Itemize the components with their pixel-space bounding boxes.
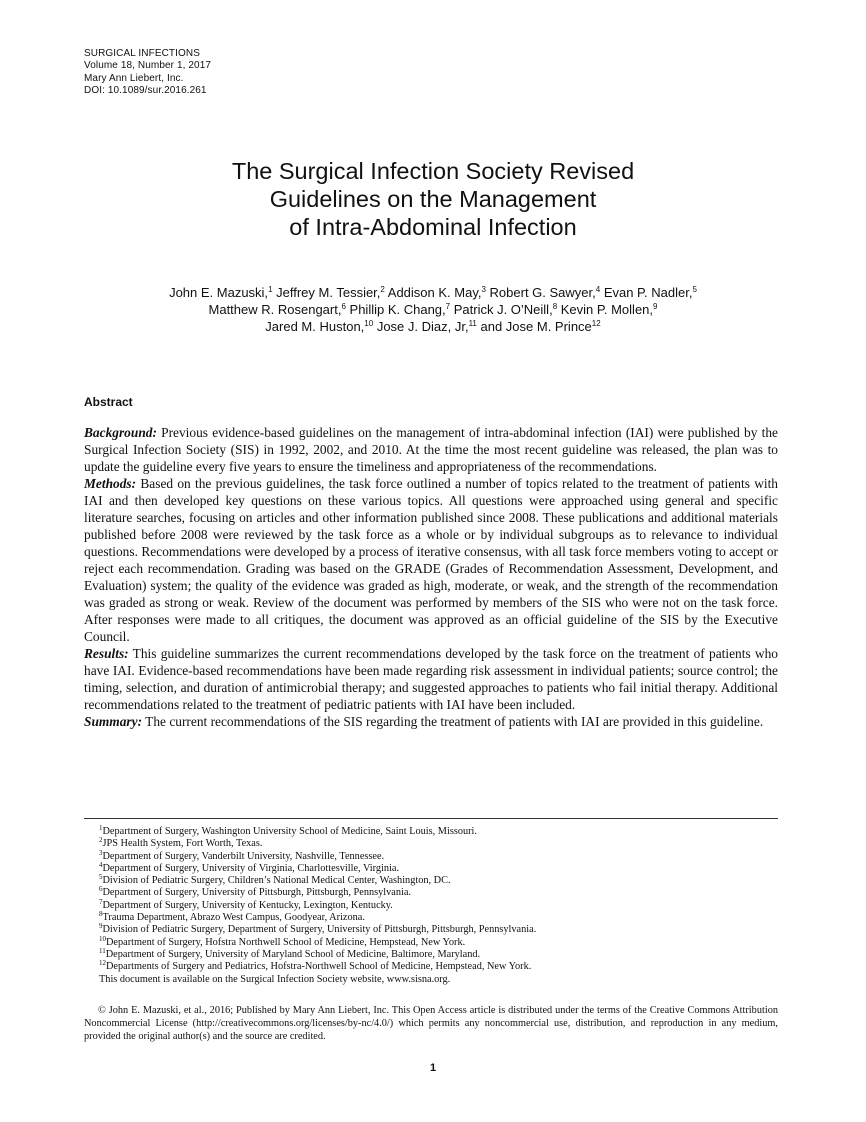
author-line-3: [0, 318, 866, 335]
author-name: Matthew R. Rosengart,: [208, 302, 342, 317]
affiliation-item: $^3$Department of Surgery, Vanderbilt University, Nashville, Tennessee.: [99, 848, 385, 862]
footnote-divider: [84, 818, 778, 819]
title-line-2: Guidelines on the Management: [269, 186, 597, 212]
affiliation-item: $^{11}$Department of Surgery, University of Maryland School of Medicine, Baltimore, Maryland.: [99, 946, 481, 960]
results-label: Results:: [84, 646, 129, 661]
affiliation-item: $^6$Department of Surgery, University of Pittsburgh, Pittsburgh, Pennsylvania.: [99, 885, 412, 899]
license-text: © John E. Mazuski, et al., 2016; Published by Mary Ann Liebert, Inc. This Open Access article is distributed under the terms of the Creative Commons Attribution Noncommercial License (http://creativecommons.org/licenses/by-nc/4.0/) which permits any noncommercial use, distribution, and reproduction in any medium, provided the original author(s) and the source are credited.: [84, 1005, 778, 1042]
affiliation-item: $^{10}$Department of Surgery, Hofstra Northwell School of Medicine, Hempstead, New York.: [99, 934, 466, 948]
affiliation-ref: 11: [468, 319, 477, 328]
article-title: [0, 157, 866, 241]
abstract-summary: [84, 713, 778, 730]
availability-note: This document is available on the Surgical Infection Society website, www.sisna.org.: [99, 973, 451, 985]
summary-text: The current recommendations of the SIS regarding the treatment of patients with IAI are provided in this guideline.: [142, 714, 764, 729]
abstract-background: [84, 424, 778, 475]
affiliations-list: [99, 826, 536, 986]
page-number: 1: [429, 1062, 437, 1074]
affiliation-item: $^5$Division of Pediatric Surgery, Children’s National Medical Center, Washington, DC.: [99, 873, 451, 887]
affiliation-ref: 9: [653, 302, 658, 311]
abstract-body: [84, 424, 778, 730]
author-line-1: [0, 284, 866, 301]
license-statement: [84, 1004, 778, 1043]
title-line-3: of Intra-Abdominal Infection: [289, 214, 577, 240]
author-name: Evan P. Nadler,: [600, 285, 693, 300]
author-name: Jose J. Diaz, Jr,: [373, 319, 469, 334]
affiliation-ref: 12: [591, 319, 601, 328]
author-name: Robert G. Sawyer,: [485, 285, 596, 300]
journal-doi: DOI: 10.1089/sur.2016.261: [84, 85, 207, 97]
affiliation-item: $^8$Trauma Department, Abrazo West Campus, Goodyear, Arizona.: [99, 910, 365, 924]
affiliation-item: $^9$Division of Pediatric Surgery, Department of Surgery, University of Pittsburgh, Pittsburgh, Pennsylvania.: [99, 922, 537, 936]
abstract-methods: [84, 475, 778, 645]
methods-text: Based on the previous guidelines, the task force outlined a number of topics related to the treatment of patients with IAI and then developed key questions on these various topics. All questions were approached using general and specific literature searches, focusing on articles and other information published since 2008. These publications and additional materials published before 2008 were reviewed by the task force as a whole or by individual subgroups as to relevance to individual questions. Recommendations were developed by a process of iterative consensus, with all task force members voting to accept or reject each recommendation. Grading was based on the GRADE (Grades of Recommendation Assessment, Development, and Evaluation) system; the quality of the evidence was graded as high, moderate, or weak, and the strength of the recommendation was graded as strong or weak. Review of the document was performed by members of the SIS who were not on the task force. After responses were made to all critiques, the document was approved as an official guideline of the SIS by the Executive Council.: [84, 476, 778, 644]
author-name: Phillip K. Chang,: [345, 302, 446, 317]
affiliation-item: $^2$JPS Health System, Fort Worth, Texas.: [99, 836, 263, 850]
journal-header: [84, 48, 211, 98]
abstract-results: [84, 645, 778, 713]
background-text: Previous evidence-based guidelines on the management of intra-abdominal infection (IAI) were published by the Surgical Infection Society (SIS) in 1992, 2002, and 2010. At the time the most recent guideline was released, the plan was to update the guideline every five years to ensure the timeliness and appropriateness of the recommendations.: [84, 425, 778, 474]
methods-label: Methods:: [84, 476, 137, 491]
author-name: Addison K. May,: [384, 285, 482, 300]
affiliation-item: $^1$Department of Surgery, Washington University School of Medicine, Saint Louis, Missouri.: [99, 824, 477, 837]
affiliation-ref: 7: [445, 302, 451, 311]
author-name: John E. Mazuski,: [169, 285, 269, 300]
affiliation-item: $^7$Department of Surgery, University of Kentucky, Lexington, Kentucky.: [99, 897, 393, 911]
author-name: Jeffrey M. Tessier,: [272, 285, 381, 300]
author-name: Patrick J. O’Neill,: [450, 302, 553, 317]
results-text: This guideline summarizes the current recommendations developed by the task force on the treatment of patients who have IAI. Evidence-based recommendations have been made regarding risk assessment in individual patients; source control; the timing, selection, and duration of antimicrobial therapy; and suggested approaches to patients who fail initial therapy. Additional recommendations related to the treatment of pediatric patients with IAI have been included.: [84, 646, 778, 712]
abstract-heading: Abstract: [84, 395, 133, 409]
affiliation-item: $^4$Department of Surgery, University of Virginia, Charlottesville, Virginia.: [99, 860, 400, 874]
affiliation-ref: 4: [595, 285, 601, 294]
author-name: Kevin P. Mollen,: [557, 302, 654, 317]
author-list: [0, 284, 866, 335]
author-name: Jared M. Huston,: [265, 319, 365, 334]
author-line-2: [0, 301, 866, 318]
author-name: and Jose M. Prince: [476, 319, 592, 334]
summary-label: Summary:: [84, 714, 143, 729]
journal-publisher: Mary Ann Liebert, Inc.: [84, 72, 184, 84]
affiliation-item: $^{12}$Departments of Surgery and Pediatrics, Hofstra-Northwell School of Medicine, Hempstead, New York.: [99, 959, 532, 973]
affiliation-ref: 10: [364, 319, 374, 328]
title-line-1: The Surgical Infection Society Revised: [231, 158, 635, 184]
affiliation-ref: 3: [481, 285, 486, 294]
affiliation-ref: 5: [692, 285, 697, 294]
background-label: Background:: [84, 425, 157, 440]
affiliation-ref: 2: [380, 285, 385, 294]
journal-name: SURGICAL INFECTIONS: [84, 48, 200, 59]
journal-volume: Volume 18, Number 1, 2017: [84, 60, 212, 72]
affiliation-ref: 1: [268, 285, 273, 294]
affiliation-ref: 6: [341, 302, 346, 311]
affiliation-ref: 8: [552, 302, 558, 311]
